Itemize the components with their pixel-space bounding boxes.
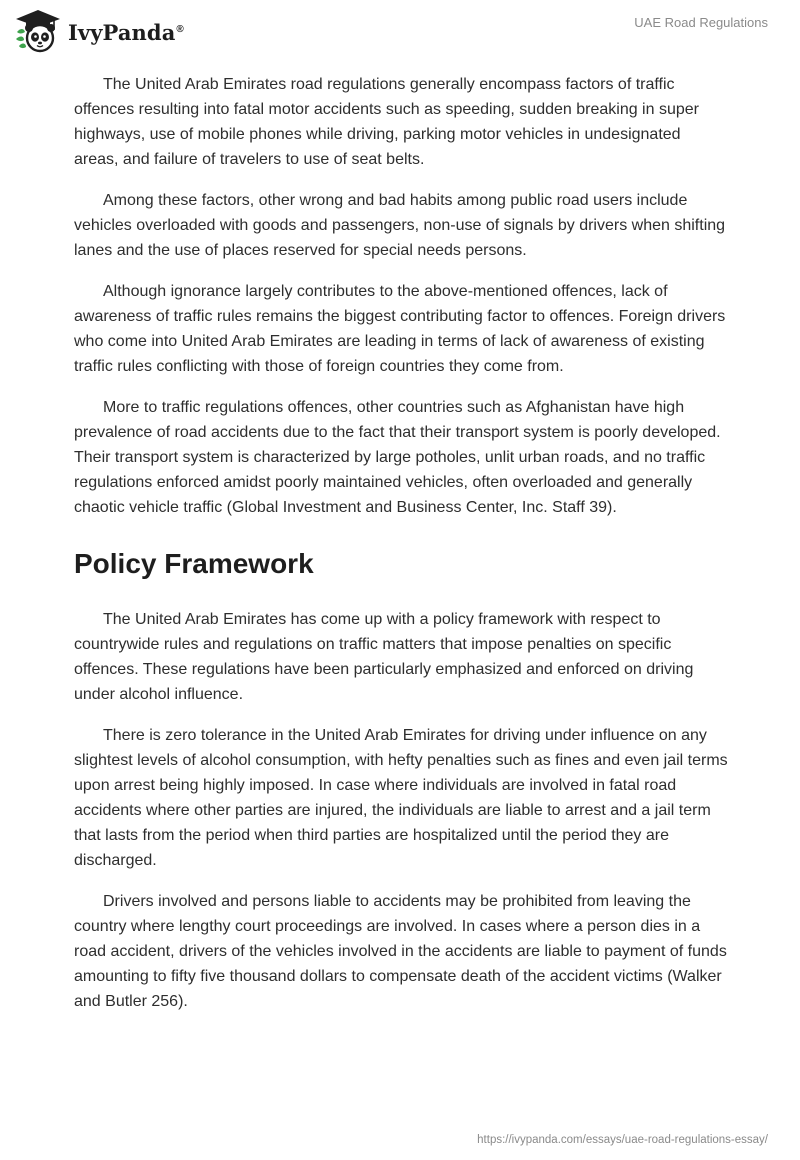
paragraph: Although ignorance largely contributes to the above-mentioned offences, lack of awareness of traffic rules remains the biggest contributing factor to offences. Foreign drivers who come into United Arab Emirates are leading in terms of lack of awareness of existing traffic rules conflicting with those of foreign countries they come from. — [74, 283, 726, 375]
section-heading: Policy Framework — [74, 548, 314, 579]
essay-content — [74, 72, 728, 1030]
paragraph: The United Arab Emirates road regulations generally encompass factors of traffic offences resulting into fatal motor accidents such as speeding, sudden breaking in super highways, use of mobile phones while driving, parking motor vehicles in undesignated areas, and failure of travelers to use of seat belts. — [74, 76, 699, 168]
brand-logo[interactable] — [14, 8, 184, 54]
paragraph: The United Arab Emirates has come up with a policy framework with respect to countrywide rules and regulations on traffic matters that impose penalties on specific offences. These regulations have been particularly emphasized and enforced on driving under alcohol influence. — [74, 611, 694, 703]
source-url-link[interactable]: https://ivypanda.com/essays/uae-road-regulations-essay/ — [477, 1134, 768, 1146]
panda-graduate-icon — [14, 8, 62, 54]
paragraph: Drivers involved and persons liable to accidents may be prohibited from leaving the country where lengthy court proceedings are involved. In cases where a person dies in a road accident, drivers of the vehicles involved in the accidents are liable to payment of funds amounting to fifty five thousand dollars to compensate death of the accident victims (Walker and Butler 256). — [74, 893, 727, 1010]
paragraph: There is zero tolerance in the United Arab Emirates for driving under influence on any slightest levels of alcohol consumption, with hefty penalties such as fines and even jail terms upon arrest being highly imposed. In case where individuals are involved in fatal road accidents where other parties are injured, the individuals are liable to arrest and a jail term that lasts from the period when third parties are hospitalized until the period they are discharged. — [74, 727, 728, 869]
page-header — [0, 0, 800, 60]
brand-name-text: IvyPanda — [68, 19, 176, 45]
registered-mark: ® — [176, 23, 184, 35]
brand-name — [68, 20, 184, 45]
paragraph: Among these factors, other wrong and bad habits among public road users include vehicles overloaded with goods and passengers, non-use of signals by drivers when shifting lanes and the use of places reserved for special needs persons. — [74, 192, 726, 259]
document-title: UAE Road Regulations — [634, 15, 768, 30]
paragraph: More to traffic regulations offences, other countries such as Afghanistan have high prevalence of road accidents due to the fact that their transport system is poorly developed. Their transport system is characterized by large potholes, unlit urban roads, and no traffic regulations enforced amidst poorly maintained vehicles, often overloaded and generally chaotic vehicle traffic (Global Investment and Business Center, Inc. Staff 39). — [74, 399, 721, 516]
